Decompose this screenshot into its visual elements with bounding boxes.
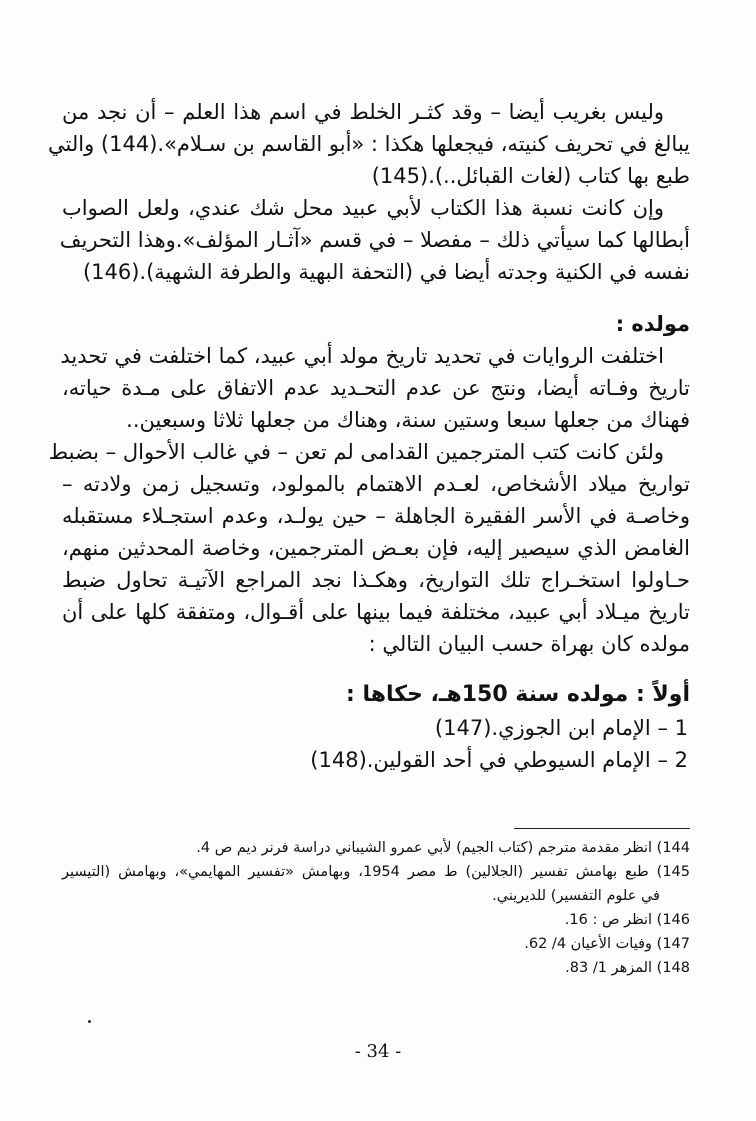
text-line: الغامض الذي سيصير إليه، فإن بعـض المترجمين، وخاصة المحدثين منهم، xyxy=(62,536,690,560)
print-speck xyxy=(88,1020,91,1023)
footnote: 144) انظر مقدمة مترجم (كتاب الجيم) لأبي عمرو الشيباني دراسة فرنر ديم ص 4. xyxy=(196,840,690,856)
text-line: ولئن كانت كتب المترجمين القدامى لم تعن – في غالب الأحوال – بضبط xyxy=(48,440,664,464)
text-line: اختلفت الروايات في تحديد تاريخ مولد أبي عبيد، كما اختلفت في تحديد xyxy=(60,344,664,368)
text-line: نفسه في الكنية وجدته أيضا في (التحفة البهية والطرفة الشهية).(146) xyxy=(82,260,690,284)
footnote: 146) انظر ص : 16. xyxy=(564,912,690,928)
text-line: يبالغ في تحريف كنيته، فيجعلها هكذا : «أبو القاسم بن سـلام».(144) والتي xyxy=(48,132,690,156)
footnote: 145) طبع بهامش تفسير (الجلالين) ط مصر 1954، وبهامش «تفسير المهايمي»، وبهامش (التيسير xyxy=(62,864,690,880)
text-line: وليس بغريب أيضا – وقد كثـر الخلط في اسم هذا العلم – أن نجد من xyxy=(62,100,664,124)
text-line: وخاصـة في الأسر الفقيرة الجاهلة – حين يولـد، وعدم استجـلاء مستقبله xyxy=(62,504,690,528)
list-item: 1 – الإمام ابن الجوزي.(147) xyxy=(434,716,688,740)
sub-heading-first: أولاً : مولده سنة 150هـ، حكاها : xyxy=(346,682,690,707)
text-line: تواريخ ميلاد الأشخاص، لعـدم الاهتمام بالمولود، وتسجيل زمن ولادته – xyxy=(62,472,690,496)
text-line: تاريخ ميـلاد أبي عبيد، مختلفة فيما بينها على أقـوال، ومتفقة كلها على أن xyxy=(62,600,690,624)
text-line: وإن كانت نسبة هذا الكتاب لأبي عبيد محل شك عندي، ولعل الصواب xyxy=(62,196,664,220)
footnote-divider xyxy=(514,828,690,829)
list-item: 2 – الإمام السيوطي في أحد القولين.(148) xyxy=(310,748,688,772)
text-line: طبع بها كتاب (لغات القبائل..).(145) xyxy=(371,164,690,188)
footnote: 147) وفيات الأعيان 4/ 62. xyxy=(524,936,690,952)
text-line: تاريخ وفـاته أيضا، ونتج عن عدم التحـديد عدم الاتفاق على مـدة حياته، xyxy=(62,376,690,400)
section-heading-mawlid: مولده : xyxy=(615,312,690,336)
text-line: أبطالها كما سيأتي ذلك – مفصلا – في قسم «آثـار المؤلف».وهذا التحريف xyxy=(59,228,690,252)
footnotes xyxy=(62,836,690,980)
text-line: حـاولوا استخـراج تلك التواريخ، وهكـذا نجد المراجع الآتيـة تحاول ضبط xyxy=(62,568,690,592)
text-line: مولده كان بهراة حسب البيان التالي : xyxy=(368,632,690,656)
footnote-continuation: في علوم التفسير) للديريني. xyxy=(492,888,660,904)
footnote: 148) المزهر 1/ 83. xyxy=(565,960,690,976)
page-number: - 34 - xyxy=(354,1041,402,1062)
text-line: فهناك من جعلها سبعا وستين سنة، وهناك من جعلها ثلاثا وسبعين.. xyxy=(126,408,690,432)
main-text xyxy=(48,96,690,776)
